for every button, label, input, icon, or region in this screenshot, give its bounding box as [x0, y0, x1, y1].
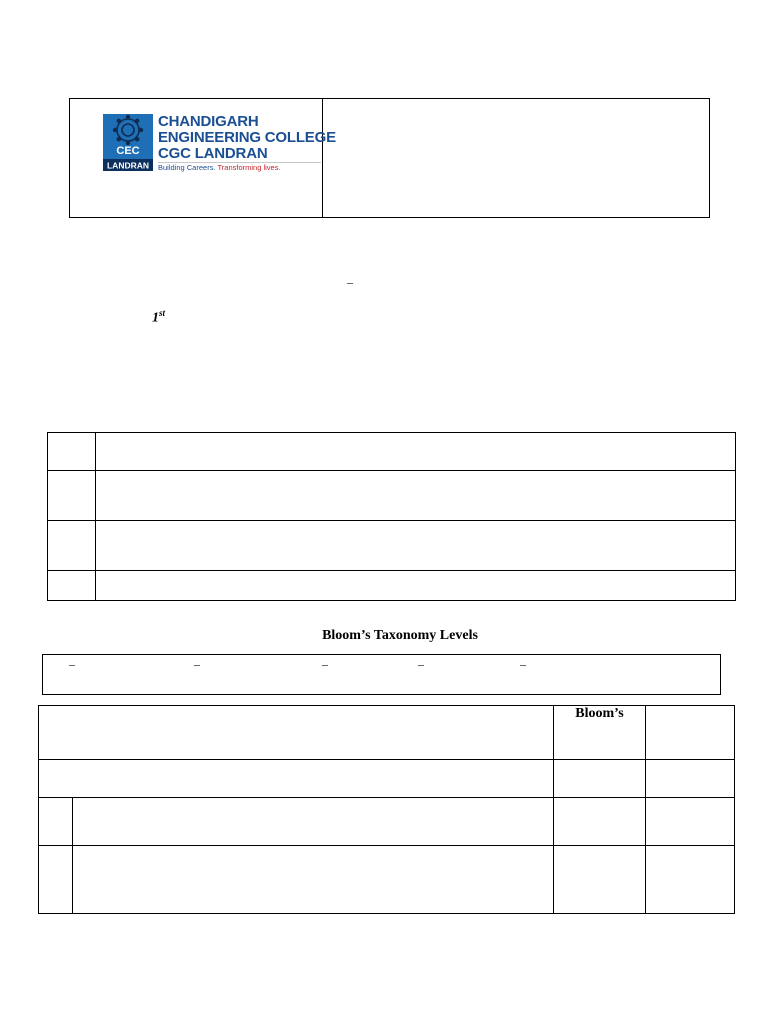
logo-badge-bottom: LANDRAN: [106, 160, 150, 171]
blooms-separator: –: [194, 657, 200, 671]
tagline-part-2: Transforming lives.: [217, 163, 281, 172]
title-dash: –: [347, 275, 353, 289]
questions-row-divider: [38, 759, 735, 760]
blooms-column-header: Bloom’s: [575, 706, 624, 721]
logo-line-1: CHANDIGARH: [158, 113, 259, 130]
blooms-levels-box: [42, 654, 721, 695]
instructions-row-divider: [47, 570, 736, 571]
questions-col-divider: [72, 797, 73, 914]
blooms-separator: –: [322, 657, 328, 671]
questions-row-divider: [38, 845, 735, 846]
questions-row-divider: [38, 797, 735, 798]
semester-ordinal: [152, 308, 165, 327]
logo-tagline: [158, 163, 281, 172]
instructions-row-divider: [47, 470, 736, 471]
questions-col-divider: [553, 705, 554, 914]
blooms-separator: –: [520, 657, 526, 671]
college-logo-icon: [103, 114, 153, 171]
ordinal-suffix: st: [159, 308, 166, 318]
logo-line-3: CGC LANDRAN: [158, 145, 268, 162]
blooms-title: Bloom’s Taxonomy Levels: [322, 628, 478, 643]
questions-col-divider: [645, 705, 646, 914]
instructions-row-divider: [47, 520, 736, 521]
instructions-table: [47, 432, 736, 601]
instructions-col-divider: [95, 432, 96, 601]
ordinal-number: 1: [152, 310, 159, 326]
logo-line-2: ENGINEERING COLLEGE: [158, 129, 336, 146]
blooms-separator: –: [69, 657, 75, 671]
tagline-part-1: Building Careers.: [158, 163, 216, 172]
questions-table: [38, 705, 735, 914]
logo-badge-top: CEC: [116, 145, 140, 157]
header-divider: [322, 98, 323, 218]
blooms-separator: –: [418, 657, 424, 671]
